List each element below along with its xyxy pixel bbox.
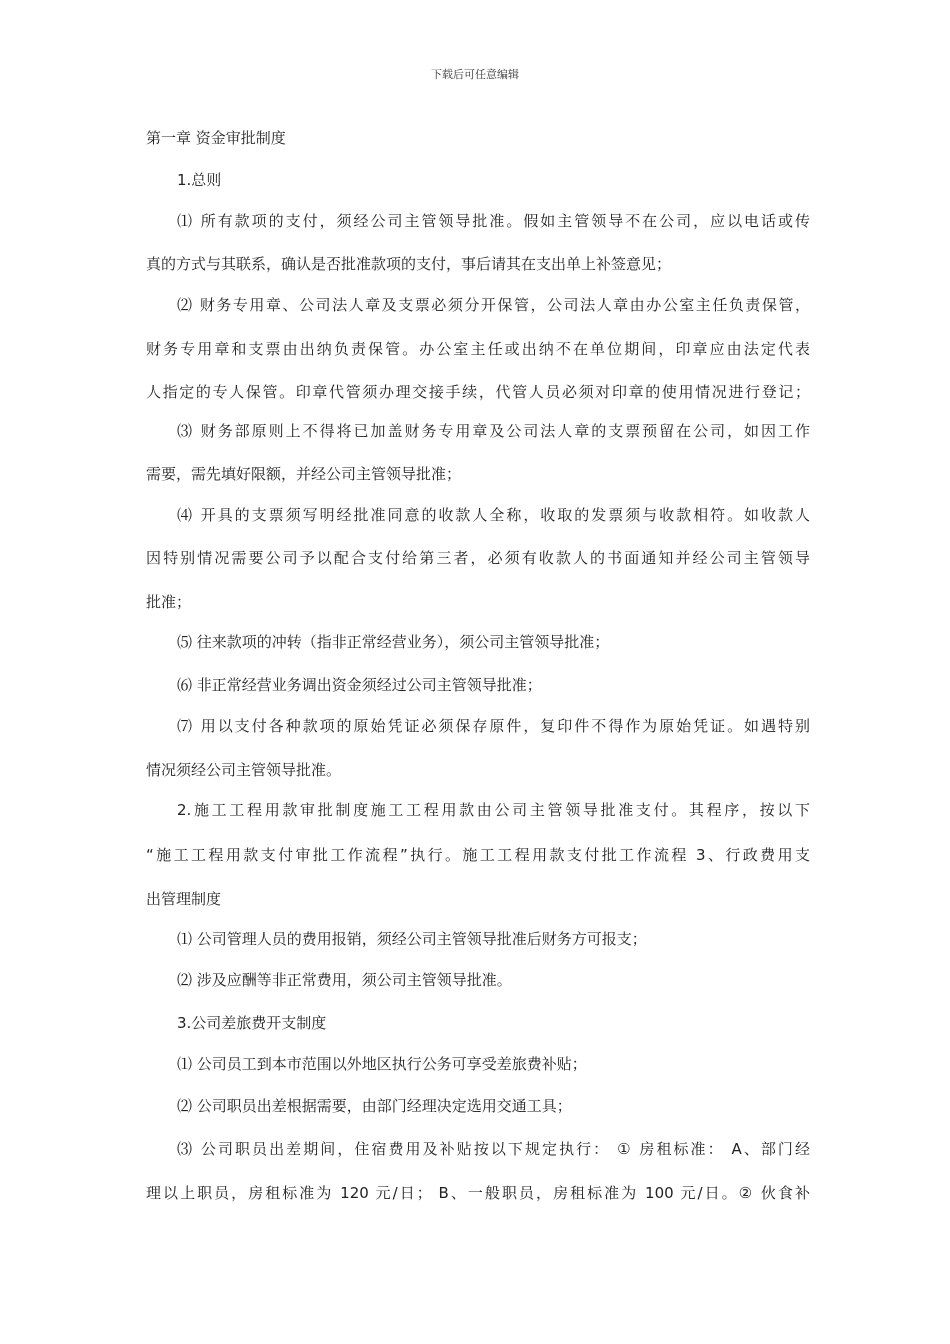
paragraph-line: ⑷ 开具的支票须写明经批准同意的收款人全称，收取的发票须与收款相符。如收款人 [177, 506, 810, 524]
chapter-title: 第一章 资金审批制度 [146, 129, 286, 147]
section-heading: 2.施工工程用款审批制度施工工程用款由公司主管领导批准支付。其程序，按以下 [177, 801, 810, 819]
paragraph-line: 真的方式与其联系，确认是否批准款项的支付，事后请其在支出单上补签意见； [146, 255, 672, 273]
paragraph-line: 需要，需先填好限额，并经公司主管领导批准； [146, 465, 462, 483]
section-heading: 1.总则 [177, 171, 222, 189]
paragraph-line: ⑹ 非正常经营业务调出资金须经过公司主管领导批准； [177, 676, 542, 694]
paragraph-line: ⑶ 财务部原则上不得将已加盖财务专用章及公司法人章的支票预留在公司，如因工作 [177, 422, 810, 440]
paragraph-line: 人指定的专人保管。印章代管须办理交接手续，代管人员必须对印章的使用情况进行登记； [146, 383, 810, 401]
paragraph-line: ⑶ 公司职员出差期间，住宿费用及补贴按以下规定执行： ① 房租标准： A、部门经 [177, 1140, 810, 1158]
page-header: 下载后可任意编辑 [431, 68, 519, 81]
paragraph-line: ⑵ 财务专用章、公司法人章及支票必须分开保管，公司法人章由办公室主任负责保管， [177, 296, 810, 314]
paragraph-line: ⑺ 用以支付各种款项的原始凭证必须保存原件，复印件不得作为原始凭证。如遇特别 [177, 717, 810, 735]
paragraph-line: ⑸ 往来款项的冲转（指非正常经营业务），须公司主管领导批准； [177, 633, 610, 651]
paragraph-line: 情况须经公司主管领导批准。 [146, 761, 342, 779]
paragraph-line: ⑴ 公司员工到本市范围以外地区执行公务可享受差旅费补贴； [177, 1055, 587, 1073]
paragraph-line: 批准； [146, 593, 192, 611]
paragraph-line: 因特别情况需要公司予以配合支付给第三者，必须有收款人的书面通知并经公司主管领导 [146, 549, 810, 567]
paragraph-line: ⑵ 涉及应酬等非正常费用，须公司主管领导批准。 [177, 971, 512, 989]
paragraph-line: ⑴ 所有款项的支付，须经公司主管领导批准。假如主管领导不在公司，应以电话或传 [177, 212, 810, 230]
paragraph-line: “施工工程用款支付审批工作流程”执行。施工工程用款支付批工作流程 3、行政费用支 [146, 846, 810, 864]
paragraph-line: 理以上职员，房租标准为 120 元/日； B、一般职员，房租标准为 100 元/日。② 伙食补 [146, 1184, 810, 1202]
paragraph-line: 财务专用章和支票由出纳负责保管。办公室主任或出纳不在单位期间，印章应由法定代表 [146, 340, 810, 358]
paragraph-line: ⑴ 公司管理人员的费用报销，须经公司主管领导批准后财务方可报支； [177, 930, 647, 948]
paragraph-line: ⑵ 公司职员出差根据需要，由部门经理决定选用交通工具； [177, 1097, 572, 1115]
section-heading: 3.公司差旅费开支制度 [177, 1014, 327, 1032]
paragraph-line: 出管理制度 [146, 890, 222, 908]
